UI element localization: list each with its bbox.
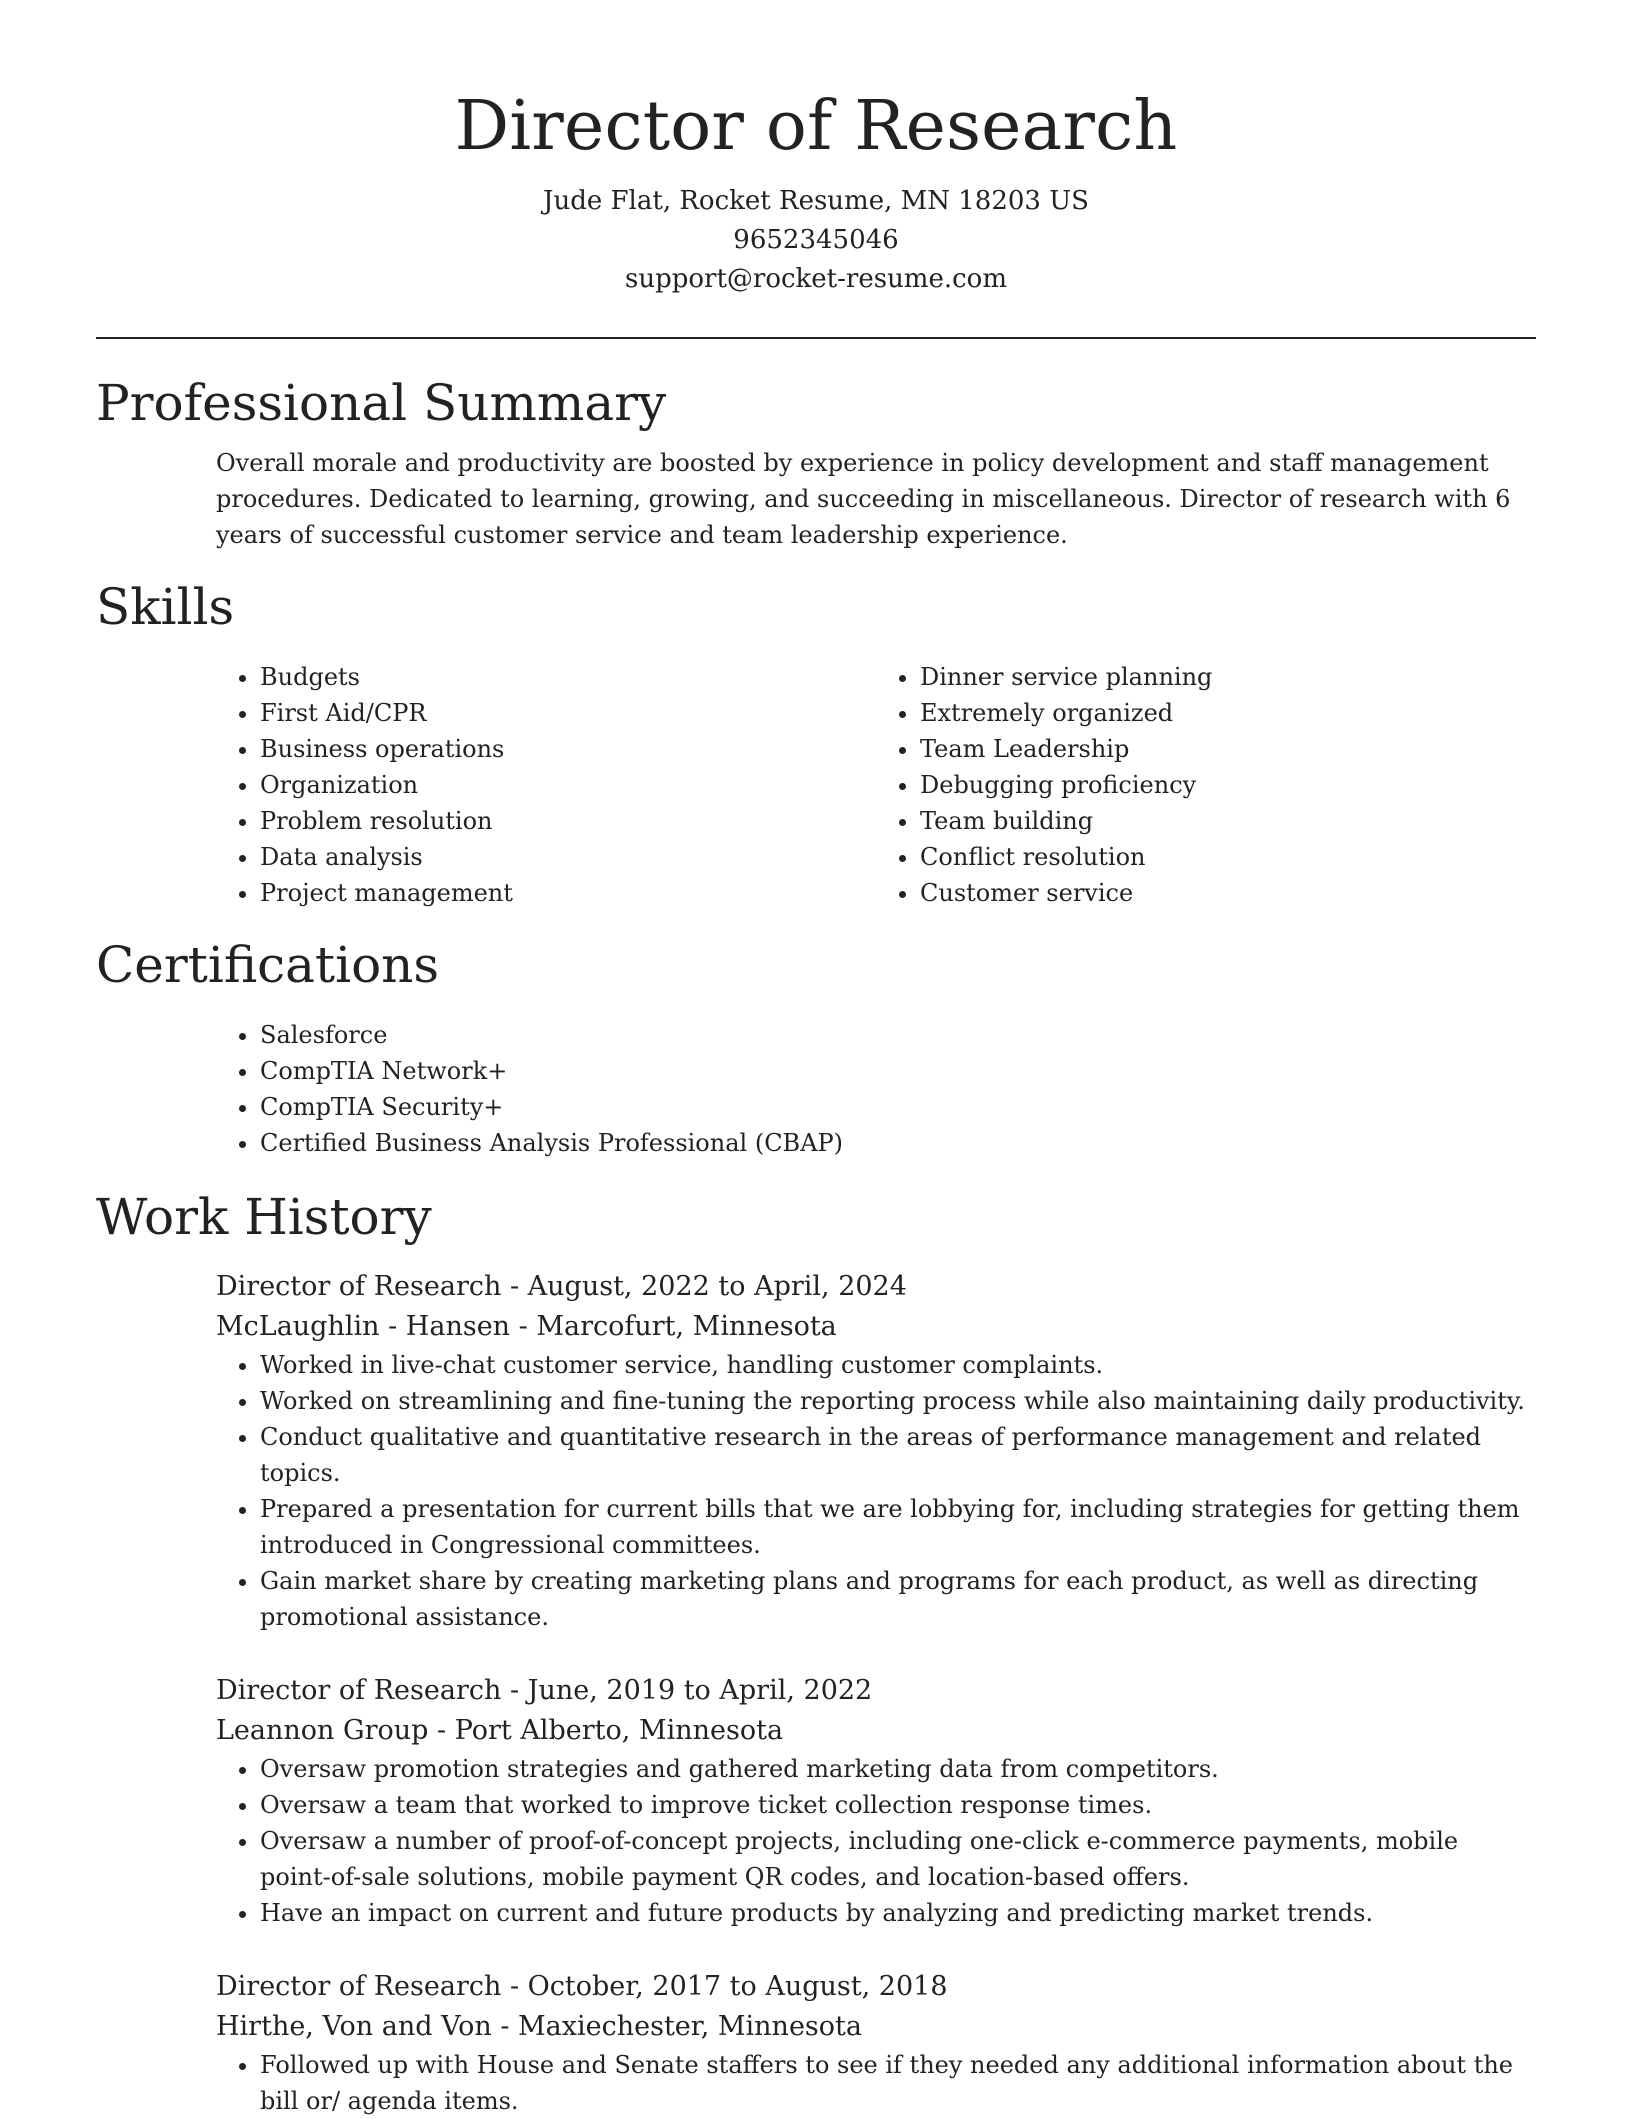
resume-page bbox=[96, 0, 1536, 2119]
resume-title: Director of Research bbox=[454, 87, 1178, 166]
job-title-line: Director of Research - June, 2019 to April, 2022 bbox=[216, 1675, 873, 1706]
job-bullet: • Prepared a presentation for current bills that we are lobbying for, including strategies for getting them introduced in Congressional committees. bbox=[260, 1491, 1536, 1563]
skill-item: • Team building bbox=[920, 803, 1536, 839]
skills-heading: Skills bbox=[96, 578, 235, 636]
job-bullets bbox=[216, 1347, 1536, 1635]
job-bullet: • Oversaw promotion strategies and gathered marketing data from competitors. bbox=[260, 1751, 1536, 1787]
summary-section bbox=[96, 371, 1536, 553]
skill-item: • Debugging proficiency bbox=[920, 767, 1536, 803]
job-title-line: Director of Research - October, 2017 to August, 2018 bbox=[216, 1971, 948, 2002]
certifications-section bbox=[96, 933, 1536, 1161]
skill-item: • Customer service bbox=[920, 875, 1536, 911]
skill-item: • Data analysis bbox=[260, 839, 876, 875]
job-company-line: Hirthe, Von and Von - Maxiechester, Minnesota bbox=[216, 2011, 862, 2042]
job-bullet: • Gain market share by creating marketing plans and programs for each product, as well as directing promotional assistance. bbox=[260, 1563, 1536, 1635]
job-bullet: • Oversaw a number of proof-of-concept projects, including one-click e-commerce payments, mobile point-of-sale solutions, mobile payment QR codes, and location-based offers. bbox=[260, 1823, 1536, 1895]
job-entry bbox=[216, 1671, 1536, 1931]
skills-list-left bbox=[216, 659, 876, 911]
certification-item: • CompTIA Network+ bbox=[260, 1053, 1536, 1089]
skill-item: • Budgets bbox=[260, 659, 876, 695]
certifications-list bbox=[216, 1017, 1536, 1161]
skill-item: • Problem resolution bbox=[260, 803, 876, 839]
skills-list-right bbox=[876, 659, 1536, 911]
skills-columns bbox=[216, 659, 1536, 911]
skill-item: • First Aid/CPR bbox=[260, 695, 876, 731]
certification-item: • Certified Business Analysis Professional (CBAP) bbox=[260, 1125, 1536, 1161]
contact-phone: 9652345046 bbox=[733, 225, 899, 255]
skill-item: • Business operations bbox=[260, 731, 876, 767]
job-bullet: • Followed up with House and Senate staffers to see if they needed any additional information about the bill or/ agenda items. bbox=[260, 2047, 1536, 2119]
skill-item: • Organization bbox=[260, 767, 876, 803]
job-company-line: McLaughlin - Hansen - Marcofurt, Minnesota bbox=[216, 1311, 837, 1342]
job-entry bbox=[216, 1267, 1536, 1635]
job-bullet: • Have an impact on current and future products by analyzing and predicting market trends. bbox=[260, 1895, 1536, 1931]
skill-item: • Conflict resolution bbox=[920, 839, 1536, 875]
skills-section bbox=[96, 575, 1536, 911]
skill-item: • Extremely organized bbox=[920, 695, 1536, 731]
contact-block bbox=[96, 182, 1536, 299]
certification-item: • CompTIA Security+ bbox=[260, 1089, 1536, 1125]
job-bullets bbox=[216, 1751, 1536, 1931]
header-divider bbox=[96, 337, 1536, 339]
skill-item: • Project management bbox=[260, 875, 876, 911]
work-history-section bbox=[96, 1185, 1536, 2119]
job-bullet: • Oversaw a team that worked to improve ticket collection response times. bbox=[260, 1787, 1536, 1823]
summary-text: Overall morale and productivity are boosted by experience in policy development and staff management procedures. Dedicated to learning, growing, and succeeding in miscellaneous. Director of research with 6 years of successful customer service and team leadership experience. bbox=[216, 449, 1511, 549]
skill-item: • Dinner service planning bbox=[920, 659, 1536, 695]
job-title-line: Director of Research - August, 2022 to April, 2024 bbox=[216, 1271, 907, 1302]
summary-heading: Professional Summary bbox=[96, 374, 667, 432]
job-bullets bbox=[216, 2047, 1536, 2119]
certification-item: • Salesforce bbox=[260, 1017, 1536, 1053]
contact-email: support@rocket-resume.com bbox=[624, 264, 1007, 294]
job-bullet: • Conduct qualitative and quantitative research in the areas of performance management and related topics. bbox=[260, 1419, 1536, 1491]
certifications-block bbox=[216, 1017, 1536, 1161]
certifications-heading: Certifications bbox=[96, 936, 440, 994]
job-bullet: • Worked on streamlining and fine-tuning the reporting process while also maintaining daily productivity. bbox=[260, 1383, 1536, 1419]
work-history-heading: Work History bbox=[96, 1188, 432, 1246]
skill-item: • Team Leadership bbox=[920, 731, 1536, 767]
job-bullet: • Worked in live-chat customer service, handling customer complaints. bbox=[260, 1347, 1536, 1383]
contact-address: Jude Flat, Rocket Resume, MN 18203 US bbox=[543, 186, 1089, 216]
job-entry bbox=[216, 1967, 1536, 2119]
job-company-line: Leannon Group - Port Alberto, Minnesota bbox=[216, 1715, 784, 1746]
